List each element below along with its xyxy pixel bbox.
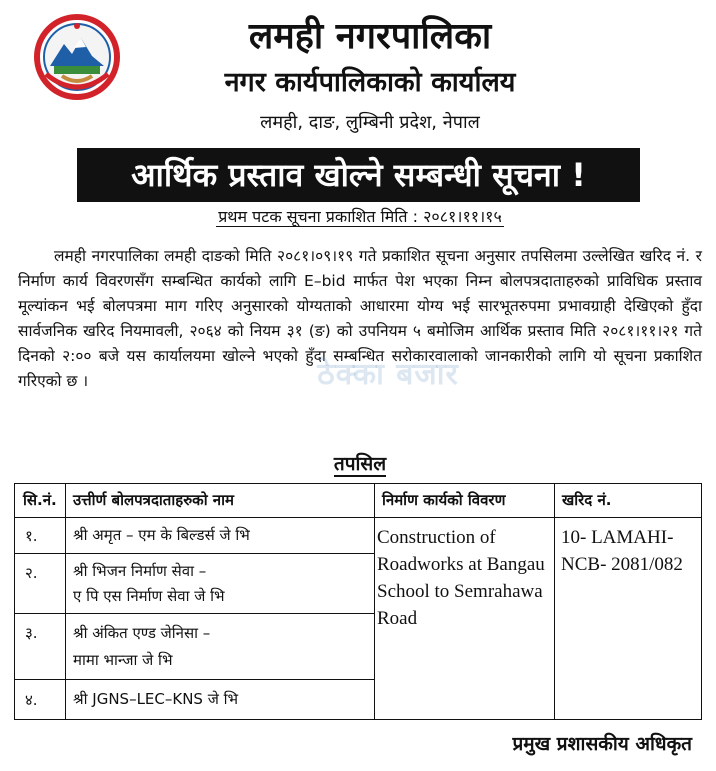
watermark-text: ठेक्का बजार	[317, 357, 459, 392]
work-description: Construction of Roadworks at Bangau School to Semrahawa Road	[377, 527, 545, 629]
bidder-name: श्री JGNS–LEC–KNS जे भि	[73, 690, 239, 708]
table-row	[15, 517, 374, 554]
bidder-table	[14, 483, 702, 720]
column-divider	[554, 484, 555, 719]
header-procurement: खरिद नं.	[562, 491, 612, 509]
notice-banner: आर्थिक प्रस्ताव खोल्ने सम्बन्धी सूचना !	[77, 148, 640, 202]
municipality-title: लमही नगरपालिका	[248, 16, 492, 57]
bidder-name: श्री अमृत – एम के बिल्डर्स जे भि	[73, 526, 250, 544]
header-work: निर्माण कार्यको विवरण	[382, 491, 506, 509]
office-address: लमही, दाङ, लुम्बिनी प्रदेश, नेपाल	[260, 112, 480, 133]
bidder-name-line2: मामा भान्जा जे भि	[73, 651, 173, 669]
header-bidders: उत्तीर्ण बोलपत्रदाताहरुको नाम	[73, 491, 234, 509]
schedule-heading-text: तपसिल	[333, 453, 387, 475]
table-row	[15, 680, 374, 718]
column-divider	[374, 484, 375, 719]
schedule-heading	[310, 452, 410, 476]
publication-date	[150, 206, 570, 228]
bidder-name: श्री भिजन निर्माण सेवा –	[73, 562, 207, 580]
office-subtitle: नगर कार्यपालिकाको कार्यालय	[224, 67, 516, 98]
procurement-number: 10- LAMAHI-NCB- 2081/082	[561, 527, 683, 575]
bidder-rows	[15, 517, 374, 718]
bidder-name-line2: ए पि एस निर्माण सेवा जे भि	[73, 587, 225, 605]
table-row	[15, 554, 374, 614]
publication-date-text: प्रथम पटक सूचना प्रकाशित मिति : २०८१।११।१५	[218, 207, 502, 226]
notice-body: लमही नगरपालिका लमही दाङको मिति २०८१।०९।१९ गते प्रकाशित सूचना अनुसार तपसिलमा उल्लेखित खरिद नं. र निर्माण कार्य विवरणसँग सम्बन्धित कार्यको लागि E–bid मार्फत पेश भएका निम्न बोलपत्रदाताहरुको प्राविधिक प्रस्ताव मूल्यांकन भई बोलपत्रमा माग गरिए अनुसारको योग्यताको आधारमा योग्य भई सारभूतरुपमा प्रभावग्राही देखिएको हुँदा सार्वजनिक खरिद नियमावली, २०६४ को नियम ३१ (ङ) को उपनियम ५ बमोजिम आर्थिक प्रस्ताव मिति २०८१।११।२१ गते दिनको २:०० बजे यस कार्यालयमा खोल्ने भएको हुँदा सम्बन्धित सरोकारवालाको जानकारीको लागि यो सूचना प्रकाशित गरिएको छ ।	[18, 247, 702, 390]
nepal-emblem-icon	[34, 14, 120, 100]
row-sn: २.	[25, 564, 38, 582]
header-sn: सि.नं.	[23, 491, 57, 509]
bidder-name: श्री अंकित एण्ड जेनिसा –	[73, 624, 211, 642]
table-header-row	[15, 484, 701, 518]
row-sn: ४.	[25, 691, 38, 709]
signatory-title: प्रमुख प्रशासकीय अधिकृत	[512, 733, 692, 755]
table-row	[15, 614, 374, 680]
row-sn: १.	[25, 527, 38, 545]
row-sn: ३.	[25, 624, 38, 642]
